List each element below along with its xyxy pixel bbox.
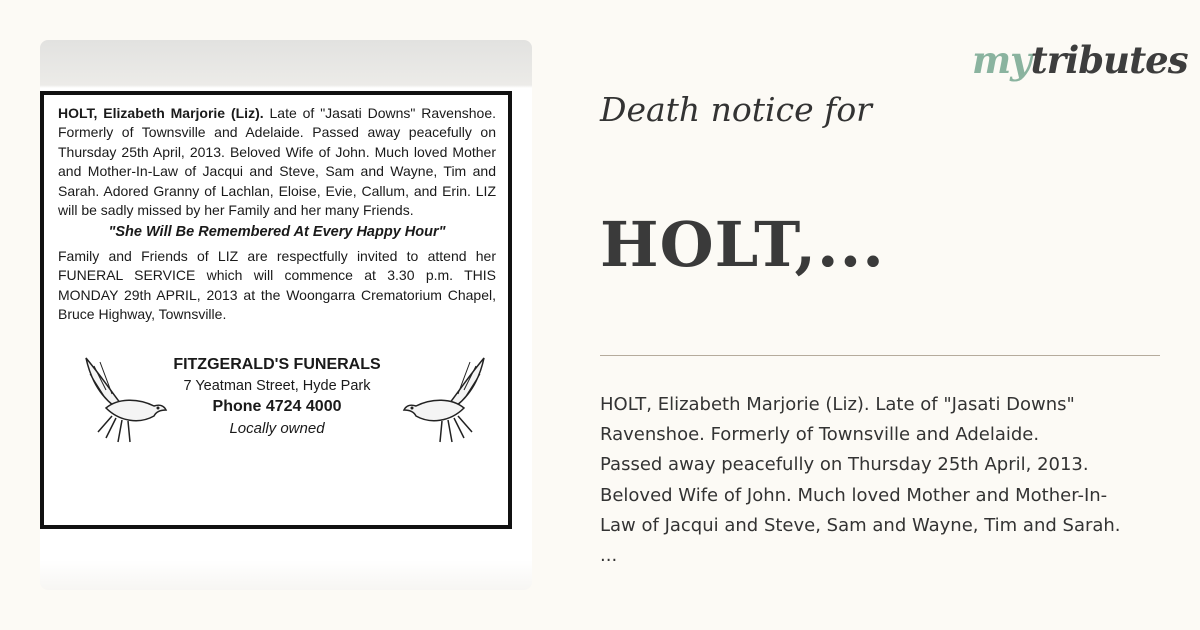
excerpt-line: HOLT, Elizabeth Marjorie (Liz). Late of "Jasati Downs" <box>600 394 1075 415</box>
funeral-director-tagline: Locally owned <box>229 420 325 438</box>
excerpt-line: Passed away peacefully on Thursday 25th April, 2013. <box>600 454 1089 476</box>
logo-part-tributes: tributes <box>1030 38 1188 82</box>
dove-icon <box>399 346 494 446</box>
notice-service: Family and Friends of LIZ are respectfully invited to attend her FUNERAL SERVICE which will commence at 3.30 p.m. THIS MONDAY 29th APRIL, 2013 at the Woongarra Crematorium Chapel, Bruce Highway, Townsville. <box>58 247 496 323</box>
page-subtitle: Death notice for <box>600 90 872 129</box>
notice-quote: "She Will Be Remembered At Every Happy Hour" <box>108 224 446 241</box>
notice-text <box>58 104 496 220</box>
logo-part-my: my <box>972 38 1031 82</box>
funeral-director-name: FITZGERALD'S FUNERALS <box>173 356 381 374</box>
notice-excerpt <box>600 390 1170 571</box>
excerpt-line: Ravenshoe. Formerly of Townsville and Adelaide. <box>600 424 1040 446</box>
excerpt-line: Law of Jacqui and Steve, Sam and Wayne, Tim and Sarah. <box>600 514 1121 536</box>
mytributes-logo <box>972 38 1188 82</box>
notice-frame <box>40 91 512 529</box>
death-notice-clipping <box>40 40 532 590</box>
divider <box>600 355 1160 356</box>
notice-body: Late of "Jasati Downs" Ravenshoe. Formerly of Townsville and Adelaide. Passed away peacefully on Thursday 25th April, 2013. Beloved Wife of John. Much loved Mother and Mother-In-Law of Jacqui and Steve, Sam and Wayne, Tim and Sarah. Adored Granny of Lachlan, Eloise, Evie, Callum, and Erin. LIZ will be sadly missed by her Family and her many Friends. <box>58 105 496 219</box>
page-title: HOLT,... <box>600 208 885 281</box>
excerpt-line: Beloved Wife of John. Much loved Mother and Mother-In- <box>600 484 1108 506</box>
dove-icon <box>76 346 171 446</box>
funeral-director-phone: Phone 4724 4000 <box>212 398 342 416</box>
funeral-director-block <box>58 346 496 451</box>
funeral-director-address: 7 Yeatman Street, Hyde Park <box>183 378 371 395</box>
notice-name: HOLT, Elizabeth Marjorie (Liz). <box>58 105 264 121</box>
excerpt-ellipsis: ... <box>600 545 618 567</box>
